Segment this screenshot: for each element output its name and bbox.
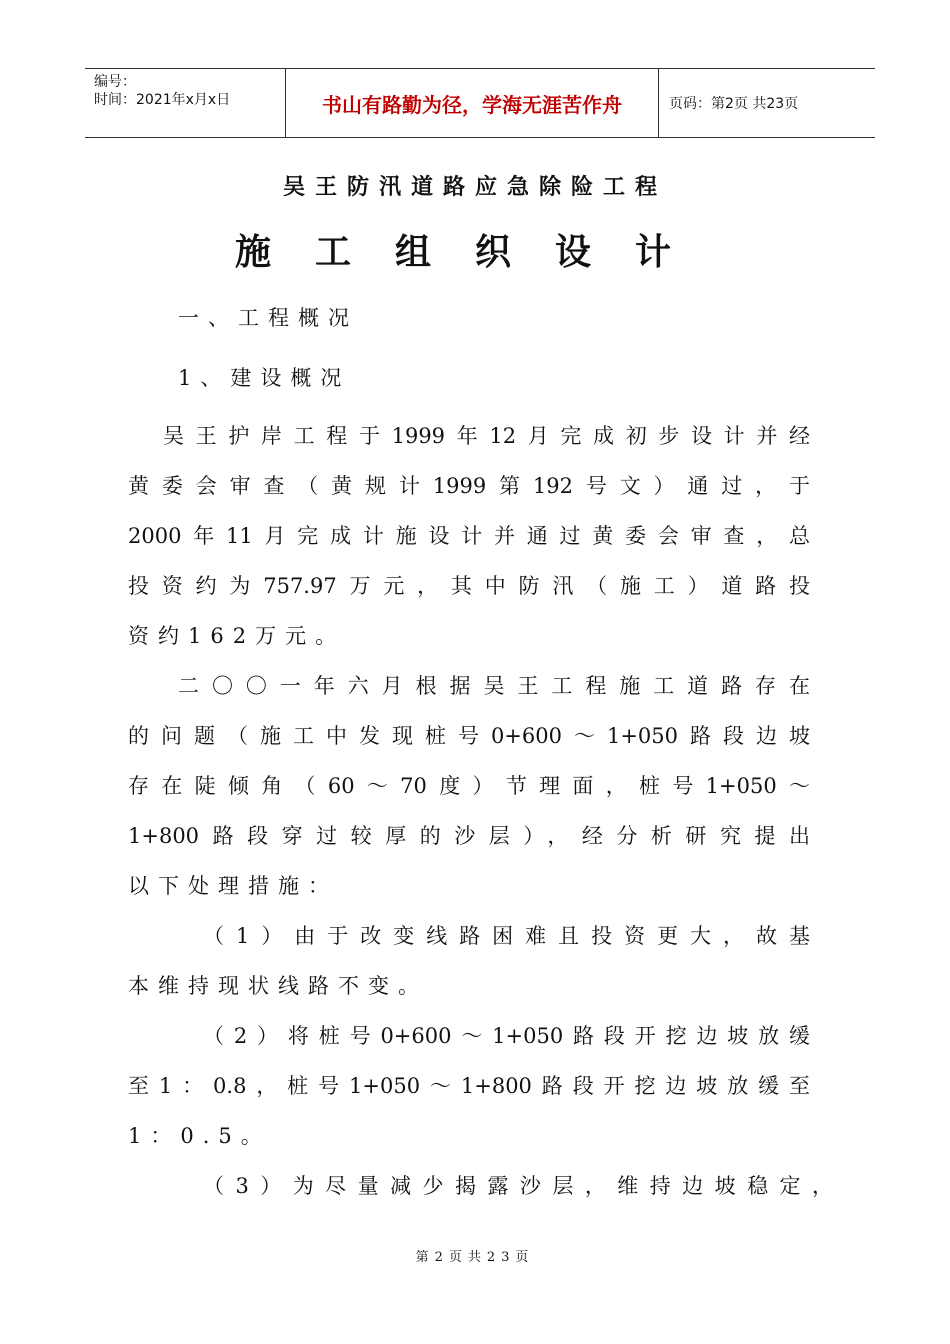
header-motto: 书山有路勤为径，学海无涯苦作舟	[285, 69, 659, 137]
paragraph-line: 吴王护岸工程于1999年12月完成初步设计并经	[163, 424, 810, 448]
paragraph-line: 存在陡倾角（60～70度）节理面，桩号1+050～	[128, 774, 810, 798]
paragraph-line: 1+800路段穿过较厚的沙层），经分析研究提出	[128, 824, 810, 848]
section-heading-2: 1、建设概况	[178, 366, 351, 390]
section-heading-1: 一、工程概况	[178, 306, 358, 330]
paragraph-line: 以下处理措施：	[128, 874, 338, 898]
header-meta	[85, 69, 285, 137]
document-number-label: 编号：	[94, 74, 136, 90]
paragraph-line: 的问题（施工中发现桩号0+600～1+050路段边坡	[128, 724, 810, 748]
page-footer: 第2页共23页	[415, 1250, 535, 1265]
list-item-2: （2）将桩号0+600～1+050路段开挖边坡放缓	[203, 1024, 810, 1048]
document-date: 时间：2021年x月x日	[94, 92, 231, 108]
header-page-info: 页码：第2页 共23页	[669, 96, 799, 112]
list-item-1-continued: 本维持现状线路不变。	[128, 974, 428, 998]
paragraph-line: 黄委会审查（黄规计1999第192号文）通过，于	[128, 474, 810, 498]
paragraph-line: 资约162万元。	[128, 624, 346, 648]
document-title-line1: 吴王防汛道路应急除险工程	[282, 174, 667, 200]
list-item-2-continued: 至1：0.8，桩号1+050～1+800路段开挖边坡放缓至	[128, 1074, 810, 1098]
list-item-2-end: 1：0.5。	[128, 1124, 271, 1148]
list-item-3: （3）为尽量减少揭露沙层，维持边坡稳定，	[203, 1174, 833, 1198]
paragraph-line: 二〇〇一年六月根据吴王工程施工道路存在	[178, 674, 810, 698]
paragraph-line: 投资约为757.97万元，其中防汛（施工）道路投	[128, 574, 810, 598]
page-header	[85, 68, 875, 138]
list-item-1: （1）由于改变线路困难且投资更大，故基	[203, 924, 810, 948]
document-title-line2: 施工组织设计	[234, 231, 715, 273]
paragraph-line: 2000年11月完成计施设计并通过黄委会审查，总	[128, 524, 810, 548]
